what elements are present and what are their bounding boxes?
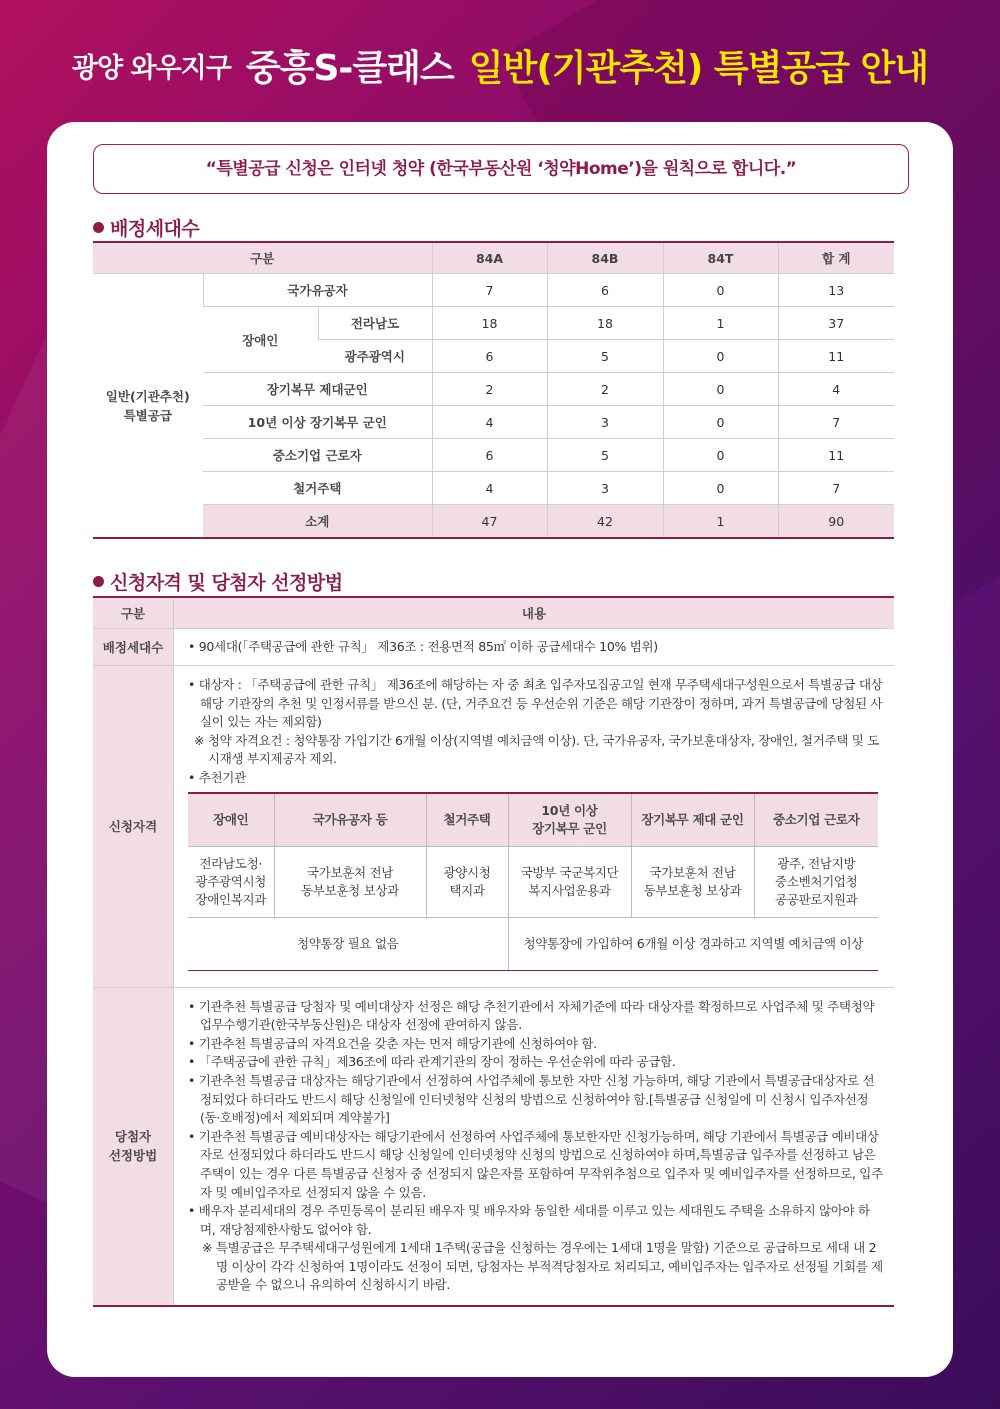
bullet-icon <box>93 576 104 587</box>
note: ※ 특별공급은 무주택세대구성원에게 1세대 1주택(공급을 신청하는 경우에는 1세대 1명을 말함) 기준으로 공급하므로 세대 내 2명 이상이 각각 신청하여 1명이라도 선정이 되면, 당첨자는 부적격당첨자로 처리되고, 예비입주자는 입주자로 선정될 기회를 제공받을 수 없으니 유의하여 신청하시기 바람. <box>202 1240 883 1293</box>
row-label: 철거주택 <box>203 472 432 505</box>
section-heading-eligibility <box>93 568 343 595</box>
header-cell <box>508 793 631 847</box>
header-cell: 구분 <box>93 597 174 629</box>
agency-line: 중소벤처기업청 <box>775 873 858 889</box>
table-header-row <box>93 242 894 274</box>
list-item: • 기관추천 특별공급 당첨자 및 예비대상자 선정은 해당 추천기관에서 자체기준에 따라 대상자를 확정하므로 사업주체 및 주택청약업무수행기관(한국부동산원)은 대상자 선정에 관여하지 않음. <box>188 998 875 1033</box>
table-cell: 1 <box>663 307 778 340</box>
table-cell: 11 <box>778 340 894 373</box>
agency-line: 택지과 <box>449 882 485 898</box>
agency-cell <box>754 846 878 917</box>
agency-line: 장애인복지과 <box>195 891 267 907</box>
row-label: 중소기업 근로자 <box>203 439 432 472</box>
table-cell: 13 <box>778 274 894 307</box>
row-label: 소계 <box>203 505 432 539</box>
header-cell: 장애인 <box>188 793 274 847</box>
subtotal-row <box>93 505 894 539</box>
list-item: • 「주택공급에 관한 규칙」제36조에 따라 관계기관의 장이 정하는 우선순위에 따라 공급함. <box>188 1054 676 1070</box>
table-cell: 0 <box>663 406 778 439</box>
paragraph: • 대상자 : 「주택공급에 관한 규칙」 제36조에 해당하는 자 중 최초 입주자모집공고일 현재 무주택세대구성원으로서 특별공급 대상 해당 기관장의 추천 및 인정서류를 받으신 분. (단, 거주요건 등 우선순위 기준은 해당 기관장이 정하며, 과거 특별공급에 당첨된 사실이 있는 자는 제외함) <box>188 677 883 730</box>
agency-cell <box>426 846 508 917</box>
table-cell: 7 <box>778 472 894 505</box>
notice-box: “특별공급 신청은 인터넷 청약 (한국부동산원 ‘청약Home’)을 원칙으로 합니다.” <box>93 144 909 194</box>
table-row <box>93 406 894 439</box>
list-item: • 기관추천 특별공급 대상자는 해당기관에서 선정하여 사업주체에 통보한 자만 신청 가능하며, 해당 기관에서 특별공급대상자로 선정되었다 하더라도 반드시 해당 신청일에 인터넷청약 신청의 방법으로 신청하여야 함.[특별공급 신청일에 미 신청시 입주자선정(동·호배정)에서 제외되며 계약불가] <box>188 1072 875 1126</box>
table-cell: 6 <box>547 274 663 307</box>
table-cell: 42 <box>547 505 663 539</box>
table-row <box>93 629 894 666</box>
row-content <box>174 666 895 988</box>
table-cell: 47 <box>432 505 547 539</box>
group-label-line: 특별공급 <box>123 407 172 423</box>
agency-line: 동부보훈청 보상과 <box>643 882 742 898</box>
table-cell: 0 <box>663 472 778 505</box>
table-cell: 18 <box>432 307 547 340</box>
table-cell: 3 <box>547 406 663 439</box>
section-title: 배정세대수 <box>110 218 200 240</box>
agency-line: 전라남도청· <box>199 855 263 871</box>
row-label: 장기복무 제대군인 <box>203 373 432 406</box>
page-title <box>0 40 1000 91</box>
table-row <box>93 987 894 1306</box>
header-line: 10년 이상 <box>541 802 598 818</box>
table-row <box>93 472 894 505</box>
table-cell: 0 <box>663 340 778 373</box>
table-header-row <box>188 793 878 847</box>
table-cell: 2 <box>547 373 663 406</box>
table-cell: 5 <box>547 439 663 472</box>
header-cell: 내용 <box>174 597 895 629</box>
title-main: 일반(기관추천) 특별공급 안내 <box>468 48 929 89</box>
table-cell: 90 <box>778 505 894 539</box>
table-cell: 6 <box>432 439 547 472</box>
header-cell: 구분 <box>93 242 432 274</box>
row-label: 신청자격 <box>93 666 174 988</box>
agency-line: 광주, 전남지방 <box>777 855 856 871</box>
row-content: • 90세대(「주택공급에 관한 규칙」 제36조 : 전용면적 85㎡ 이하 공급세대수 10% 범위) <box>174 629 895 666</box>
table-cell: 2 <box>432 373 547 406</box>
agency-cell <box>274 846 426 917</box>
table-cell: 4 <box>432 472 547 505</box>
header-cell: 84B <box>547 242 663 274</box>
header-cell: 중소기업 근로자 <box>754 793 878 847</box>
list-item: • 기관추천 특별공급의 자격요건을 갖춘 자는 먼저 해당기관에 신청하여야 함. <box>188 1035 597 1051</box>
header-line: 장기복무 군인 <box>532 820 607 836</box>
title-brand: 중흥S-클래스 <box>245 48 454 89</box>
section-title: 신청자격 및 당첨자 선정방법 <box>110 572 343 594</box>
row-label: 장애인 <box>203 307 318 373</box>
agency-line: 광양시청 <box>443 864 491 880</box>
account-requirement: 청약통장에 가입하여 6개월 이상 경과하고 지역별 예치금액 이상 <box>508 917 878 970</box>
table-row <box>188 917 878 970</box>
table-cell: 7 <box>432 274 547 307</box>
agency-line: 광주광역시청 <box>195 873 267 889</box>
header-cell: 국가유공자 등 <box>274 793 426 847</box>
row-label: 국가유공자 <box>203 274 432 307</box>
table-cell: 3 <box>547 472 663 505</box>
table-cell: 4 <box>778 373 894 406</box>
row-label <box>93 987 174 1306</box>
table-cell: 11 <box>778 439 894 472</box>
row-label: 배정세대수 <box>93 629 174 666</box>
agency-line: 동부보훈청 보상과 <box>301 882 399 898</box>
title-location: 광양 와우지구 <box>71 53 231 84</box>
agency-line: 복지사업운용과 <box>528 882 611 898</box>
table-header-row <box>93 597 894 629</box>
agency-line: 국가보훈처 전남 <box>306 864 394 880</box>
table-row <box>188 846 878 917</box>
row-label: 광주광역시 <box>318 340 432 373</box>
table-cell: 0 <box>663 373 778 406</box>
table-cell: 0 <box>663 439 778 472</box>
table-cell: 37 <box>778 307 894 340</box>
row-label-line: 당첨자 <box>114 1129 152 1145</box>
table-row <box>93 666 894 988</box>
allocation-table <box>93 241 894 539</box>
table-cell: 18 <box>547 307 663 340</box>
bullet-icon <box>93 222 104 233</box>
paragraph: • 추천기관 <box>188 769 246 785</box>
agency-line: 국방부 국군복지단 <box>520 864 619 880</box>
table-row <box>93 373 894 406</box>
recommending-agencies-table <box>188 792 878 971</box>
table-cell: 5 <box>547 340 663 373</box>
header-cell: 84T <box>663 242 778 274</box>
group-label <box>93 274 203 539</box>
table-cell: 6 <box>432 340 547 373</box>
account-requirement: 청약통장 필요 없음 <box>188 917 508 970</box>
eligibility-table <box>93 596 894 1307</box>
list-item: • 배우자 분리세대의 경우 주민등록이 분리된 배우자 및 배우자와 동일한 세대를 이루고 있는 세대원도 주택을 소유하지 않아야 하며, 재당첨제한사항도 없어야 함. <box>188 1203 870 1237</box>
table-cell: 4 <box>432 406 547 439</box>
agency-cell <box>631 846 754 917</box>
table-row <box>93 307 894 340</box>
header-cell: 철거주택 <box>426 793 508 847</box>
paragraph: ※ 청약 자격요건 : 청약통장 가입기간 6개월 이상(지역별 예치금액 이상). 단, 국가유공자, 국가보훈대상자, 장애인, 철거주택 및 도시재생 부지제공자 제외. <box>194 732 880 767</box>
list-item: • 기관추천 특별공급 예비대상자는 해당기관에서 선정하여 사업주체에 통보한자만 신청가능하며, 해당 기관에서 특별공급 예비대상자로 선정되었다 하더라도 반드시 해당 신청일에 인터넷청약 신청의 방법으로 신청하여야 하며,특별공급 입주자를 선정하고 남은 주택이 있는 경우 다른 특별공급 신청자 중 선정되지 않은자를 포함하여 무작위추첨으로 입주자 및 예비입주자를 선정하므로, 입주자 및 예비입주자로 선정되지 않을 수 있음. <box>188 1128 883 1200</box>
row-label: 10년 이상 장기복무 군인 <box>203 406 432 439</box>
row-label: 전라남도 <box>318 307 432 340</box>
row-label-line: 선정방법 <box>108 1148 158 1164</box>
table-row <box>93 274 894 307</box>
agency-line: 공공판로지원과 <box>775 891 858 907</box>
table-cell: 1 <box>663 505 778 539</box>
table-cell: 7 <box>778 406 894 439</box>
agency-line: 국가보훈처 전남 <box>649 864 736 880</box>
section-heading-allocation <box>93 214 199 241</box>
row-content <box>174 987 895 1306</box>
agency-cell <box>508 846 631 917</box>
content-panel <box>47 122 953 1377</box>
agency-cell <box>188 846 274 917</box>
table-row <box>93 439 894 472</box>
header-cell: 합 계 <box>778 242 894 274</box>
header-cell: 84A <box>432 242 547 274</box>
group-label-line: 일반(기관추천) <box>105 388 190 404</box>
table-cell: 0 <box>663 274 778 307</box>
header-cell: 장기복무 제대 군인 <box>631 793 754 847</box>
